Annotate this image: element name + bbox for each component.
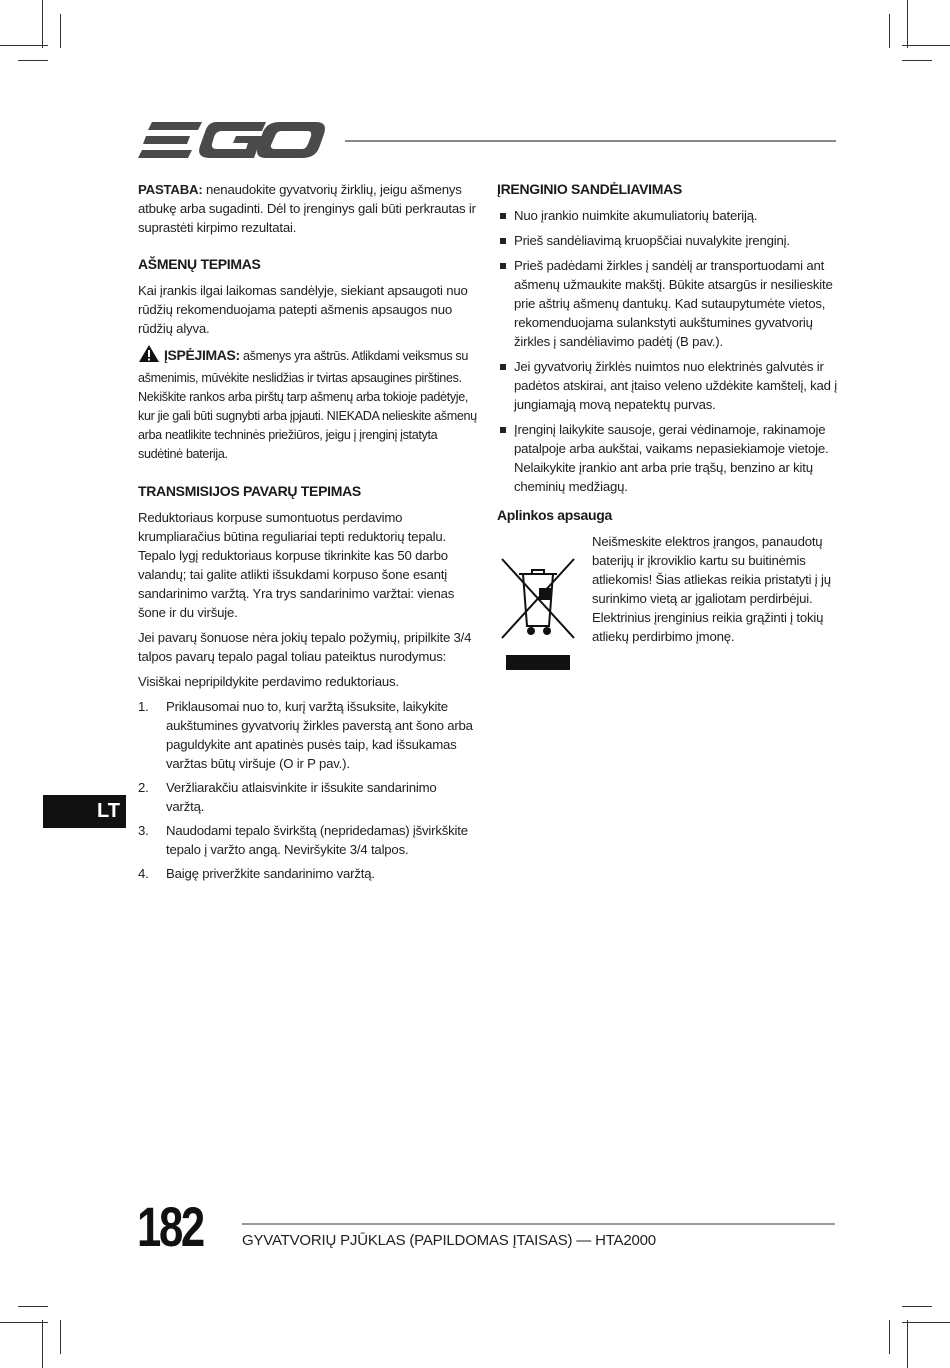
step-number: 1. — [138, 699, 149, 714]
list-item — [497, 420, 837, 496]
crop-mark — [907, 0, 908, 48]
step-number: 3. — [138, 823, 149, 838]
gear-lubrication-heading: TRANSMISIJOS PAVARŲ TEPIMAS — [138, 483, 361, 499]
crop-mark — [902, 45, 950, 46]
bullet-square-icon — [500, 427, 506, 433]
note-paragraph — [138, 180, 478, 237]
note-section — [138, 180, 478, 237]
list-item-text: Jei gyvatvorių žirklės nuimtos nuo elektrinės galvutės ir padėtos atskirai, ant įtaiso veleno uždėkite kamštelį, kad į jungiamąją movą nepatektų purvas. — [514, 359, 837, 412]
page-number: 182 — [137, 1195, 203, 1258]
list-item — [497, 231, 837, 250]
environment-text: Neišmeskite elektros įrangos, panaudotų baterijų ir įkroviklio kartu su buitinėmis atliekomis! Šias atliekas reikia pristatyti į jų surinkimo vietą ar įgaliotam perdirbėjui. Elektrinius įrenginius reikia grąžinti į tokių atliekų perdirbimo įmonę. — [592, 534, 831, 644]
bullet-square-icon — [500, 213, 506, 219]
crop-mark — [42, 0, 43, 48]
note-text: nenaudokite gyvatvorių žirklių, jeigu ašmenys atbukę arba sugadinti. Dėl to įrenginys gali būti perkrautas ir suprastėti kirpimo rezultatai. — [138, 182, 476, 235]
warning-text: ašmenys yra aštrūs. Atlikdami veiksmus su ašmenimis, mūvėkite neslidžias ir tvirtas apsaugines pirštines. Nekiškite rankos arba pirštų tarp ašmenų arba tokioje padėtyje, kur jie gali būti sugnybti arba įpjauti. NIEKADA nelieskite ašmenų arba neatlikite techninės priežiūros, jeigu į įrenginį įstatyta sudėtinė baterija. — [138, 349, 477, 461]
warning-paragraph — [138, 344, 478, 464]
step-text: Veržliarakčiu atlaisvinkite ir išsukite sandarinimo varžtą. — [166, 780, 437, 814]
language-tab: LT — [43, 795, 126, 828]
blade-lubrication-heading: AŠMENŲ TEPIMAS — [138, 256, 261, 272]
environment-section — [497, 506, 837, 662]
crop-mark — [889, 1320, 890, 1354]
bullet-square-icon — [500, 263, 506, 269]
gear-lubrication-p2: Jei pavarų šonuose nėra jokių tepalo požymių, pripilkite 3/4 talpos pavarų tepalo pagal toliau pateiktus nurodymus: — [138, 630, 472, 664]
step-number: 4. — [138, 866, 149, 881]
crop-mark — [0, 45, 48, 46]
list-item — [497, 206, 837, 225]
gear-lubrication-p3: Visiškai nepripildykite perdavimo reduktoriaus. — [138, 674, 399, 689]
crop-mark — [907, 1320, 908, 1368]
warning-triangle-icon — [138, 344, 160, 369]
crop-mark — [889, 14, 890, 48]
crop-mark — [60, 14, 61, 48]
warning-label: ĮSPĖJIMAS: — [164, 347, 240, 363]
crop-mark — [902, 60, 932, 61]
gear-lubrication-steps — [138, 697, 478, 883]
bullet-square-icon — [500, 238, 506, 244]
blade-lubrication-section — [138, 255, 478, 464]
step-item — [138, 864, 478, 883]
crop-mark — [902, 1322, 950, 1323]
gear-lubrication-section — [138, 482, 478, 883]
header-rule — [345, 140, 836, 142]
crop-mark — [42, 1320, 43, 1368]
storage-heading: ĮRENGINIO SANDĖLIAVIMAS — [497, 181, 682, 197]
environment-body — [497, 532, 837, 662]
step-item — [138, 821, 478, 859]
storage-list — [497, 206, 837, 496]
list-item-text: Prieš sandėliavimą kruopščiai nuvalykite įrenginį. — [514, 233, 790, 248]
list-item-text: Nuo įrankio nuimkite akumuliatorių bateriją. — [514, 208, 758, 223]
step-text: Baigę priveržkite sandarinimo varžtą. — [166, 866, 375, 881]
list-item-text: Įrenginį laikykite sausoje, gerai vėdinamoje, rakinamoje patalpoje arba aukštai, vaikams nepasiekiamoje vietoje. Nelaikykite įrankio ant arba prie trąšų, benzino ar kitų cheminių medžiagų. — [514, 422, 829, 494]
ego-logo-graphic — [138, 118, 328, 164]
ego-logo — [138, 118, 328, 169]
step-text: Priklausomai nuo to, kurį varžtą išsuksite, laikykite aukštumines gyvatvorių žirkles paverstą ant šono arba paguldykite ant apatinės pusės taip, kad išsukamas varžtas būtų viršuje (O ir P pav.). — [166, 699, 473, 771]
storage-section — [497, 180, 837, 496]
list-item-text: Prieš padėdami žirkles į sandėlį ar transportuodami ant ašmenų užmaukite makštį. Būkite atsargūs ir nesilieskite prie aštrių ašmenų dantukų. Kad sutaupytumėte vietos, rekomenduojama sulankstyti aukštumines gyvatvorių žirkles į sandėliavimo padėtį (B pav.). — [514, 258, 833, 349]
note-label: PASTABA: — [138, 182, 203, 197]
footer-rule — [242, 1223, 835, 1225]
crop-mark — [902, 1306, 932, 1307]
right-column — [497, 180, 837, 662]
step-item — [138, 778, 478, 816]
environment-heading: Aplinkos apsauga — [497, 507, 613, 523]
list-item — [497, 256, 837, 351]
weee-crossed-bin-icon — [497, 554, 579, 677]
list-item — [497, 357, 837, 414]
crop-mark — [60, 1320, 61, 1354]
bullet-square-icon — [500, 364, 506, 370]
crop-mark — [18, 60, 48, 61]
gear-lubrication-p1: Reduktoriaus korpuse sumontuotus perdavimo krumpliaračius būtina reguliariai tepti reduktorių tepalu. Tepalo lygį reduktoriaus korpuse tikrinkite kas 50 darbo valandų; tai galite atlikti išsukdami korpuso šone esantį sandarinimo varžtą. Yra trys sandarinimo varžtai: vienas šone ir du viršuje. — [138, 510, 455, 620]
blade-lubrication-text: Kai įrankis ilgai laikomas sandėlyje, siekiant apsaugoti nuo rūdžių rekomenduojama patepti ašmenis apsaugos nuo rūdžių alyva. — [138, 283, 468, 336]
footer-title: GYVATVORIŲ PJŪKLAS (PAPILDOMAS ĮTAISAS) — HTA2000 — [242, 1232, 656, 1249]
crop-mark — [18, 1306, 48, 1307]
left-column — [138, 180, 478, 888]
step-number: 2. — [138, 780, 149, 795]
step-text: Naudodami tepalo švirkštą (nepridedamas) įšvirkškite tepalo į varžto angą. Neviršykite 3/4 talpos. — [166, 823, 468, 857]
step-item — [138, 697, 478, 773]
crop-mark — [0, 1322, 48, 1323]
